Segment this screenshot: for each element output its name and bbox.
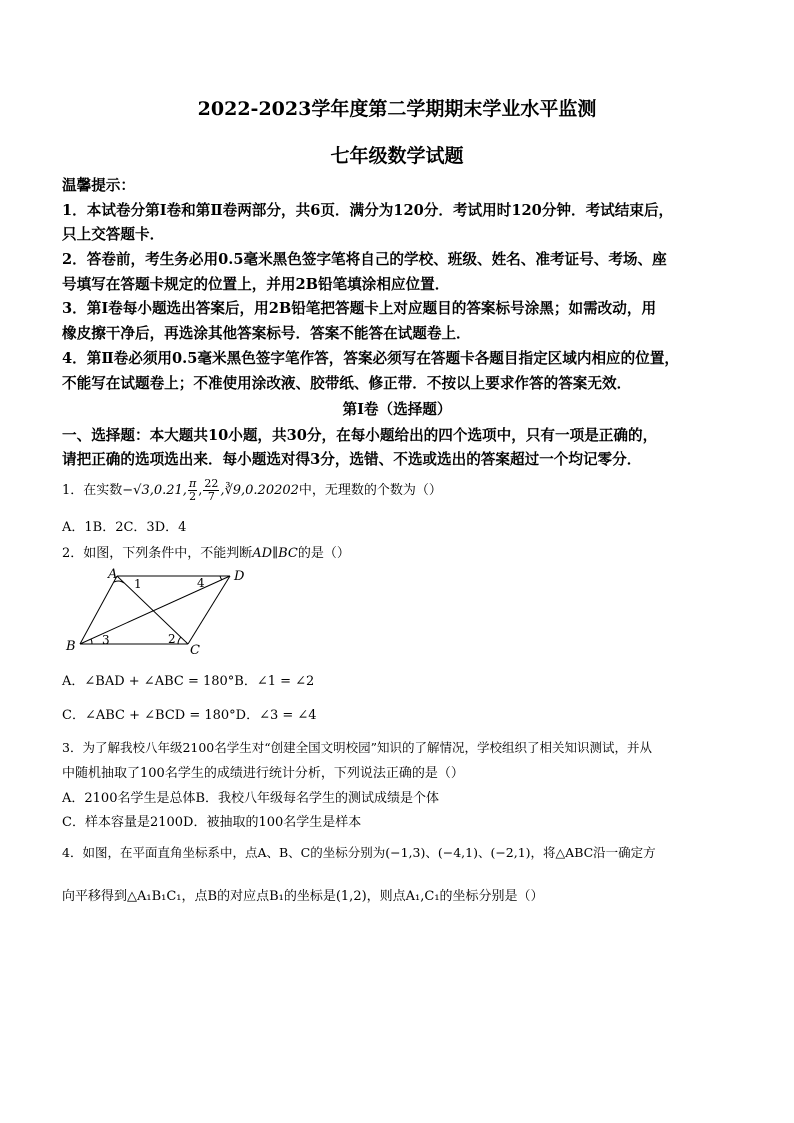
question-2-stem: [62, 542, 742, 561]
vertex-label-a: A: [108, 567, 118, 582]
question-4-line-1: 4．如图，在平面直角坐标系中，点A、B、C的坐标分别为(−1,3)、(−4,1)、(−2,1)，将△ABC沿一确定方: [62, 845, 656, 860]
question-3-line-1: 3．为了解我校八年级2100名学生对“创建全国文明校园”知识的了解情况，学校组织了相关知识测试，并从: [62, 740, 653, 755]
angle-arc-3: [91, 639, 92, 644]
q1-numbers-1: −√3,0.21,: [122, 483, 187, 498]
tip-line: 2．答卷前，考生务必用0.5毫米黑色签字笔将自己的学校、班级、姓名、准考证号、考场、座: [62, 251, 667, 268]
frac-denominator: 2: [189, 490, 197, 503]
angle-label-4: 4: [197, 576, 205, 590]
tip-line: 4．第Ⅱ卷必须用0.5毫米黑色签字笔作答，答案必须写在答题卡各题目指定区域内相应的位置，: [62, 350, 680, 367]
question-2-options-ab: A．∠BAD + ∠ABC = 180°B．∠1 = ∠2: [62, 674, 315, 689]
tip-line: 号填写在答题卡规定的位置上，并用2B铅笔填涂相应位置．: [62, 276, 450, 293]
angle-arc-4: [220, 576, 222, 580]
exam-title: 2022-2023学年度第二学期期末学业水平监测: [197, 98, 597, 120]
angle-label-2: 2: [168, 632, 176, 646]
side-cd: [188, 576, 230, 644]
tips-heading: 温馨提示：: [62, 177, 135, 194]
question-3-options-cd: C．样本容量是2100D．被抽取的100名学生是样本: [62, 815, 362, 830]
tip-line: 只上交答题卡．: [62, 226, 165, 243]
q1-suffix: 中，无理数的个数为（）: [298, 483, 442, 498]
parallelogram-figure: [62, 566, 262, 656]
q2-stem-suffix: 的是（）: [297, 546, 350, 561]
q2-stem-prefix: 2．如图，下列条件中，不能判断: [62, 546, 253, 561]
vertex-label-c: C: [190, 643, 200, 656]
question-1-stem: 1．在实数−√3,0.21, $\frac{\pi}{2}$ , $\frac{22}{7}$ ,∛9,0.20202中，无理数的个数为（）: [62, 477, 442, 503]
section-title: 第Ⅰ卷（选择题）: [342, 401, 452, 418]
angle-label-1: 1: [134, 577, 142, 591]
tip-line: 1．本试卷分第Ⅰ卷和第Ⅱ卷两部分，共6页．满分为120分．考试用时120分钟．考试结束后，: [62, 202, 674, 219]
frac-numerator: π: [188, 477, 197, 490]
angle-label-3: 3: [102, 633, 110, 647]
tip-line: 不能写在试题卷上；不准使用涂改液、胶带纸、修正带．不按以上要求作答的答案无效．: [62, 375, 632, 392]
side-ab: [80, 576, 117, 644]
diagonal-ac: [117, 576, 188, 644]
frac-numerator: 22: [204, 477, 219, 490]
frac-denominator: 7: [207, 490, 215, 503]
vertex-label-b: B: [66, 639, 76, 654]
q1-fraction-pi-over-2: [188, 478, 197, 503]
section-intro-line: 一、选择题：本大题共10小题，共30分，在每小题给出的四个选项中，只有一项是正确的，: [62, 427, 658, 444]
q2-stem-math: AD∥BC: [252, 546, 298, 561]
tip-line: 橡皮擦干净后，再选涂其他答案标号．答案不能答在试题卷上．: [62, 325, 471, 342]
section-intro-line: 请把正确的选项选出来．每小题选对得3分，选错、不选或选出的答案超过一个均记零分．: [62, 451, 642, 468]
q1-numbers-2: ,∛9,0.20202: [220, 483, 299, 498]
question-4-line-2: 向平移得到△A₁B₁C₁，点B的对应点B₁的坐标是(1,2)，则点A₁,C₁的坐标分别是（）: [62, 889, 544, 904]
question-1-options: A．1B．2C．3D．4: [62, 520, 187, 535]
question-3-options-ab: A．2100名学生是总体B．我校八年级每名学生的测试成绩是个体: [62, 791, 440, 806]
tip-line: 3．第Ⅰ卷每小题选出答案后，用2B铅笔把答题卡上对应题目的答案标号涂黑；如需改动，用: [62, 300, 657, 317]
question-3-line-2: 中随机抽取了100名学生的成绩进行统计分析，下列说法正确的是（）: [62, 766, 464, 781]
vertex-label-d: D: [234, 569, 245, 584]
q1-prefix: 1．在实数: [62, 483, 123, 498]
question-2-options-cd: C．∠ABC + ∠BCD = 180°D．∠3 = ∠4: [62, 708, 317, 723]
q1-fraction-22-over-7: [203, 478, 219, 503]
exam-subtitle: 七年级数学试题: [330, 145, 464, 167]
angle-arc-2: [178, 637, 181, 644]
